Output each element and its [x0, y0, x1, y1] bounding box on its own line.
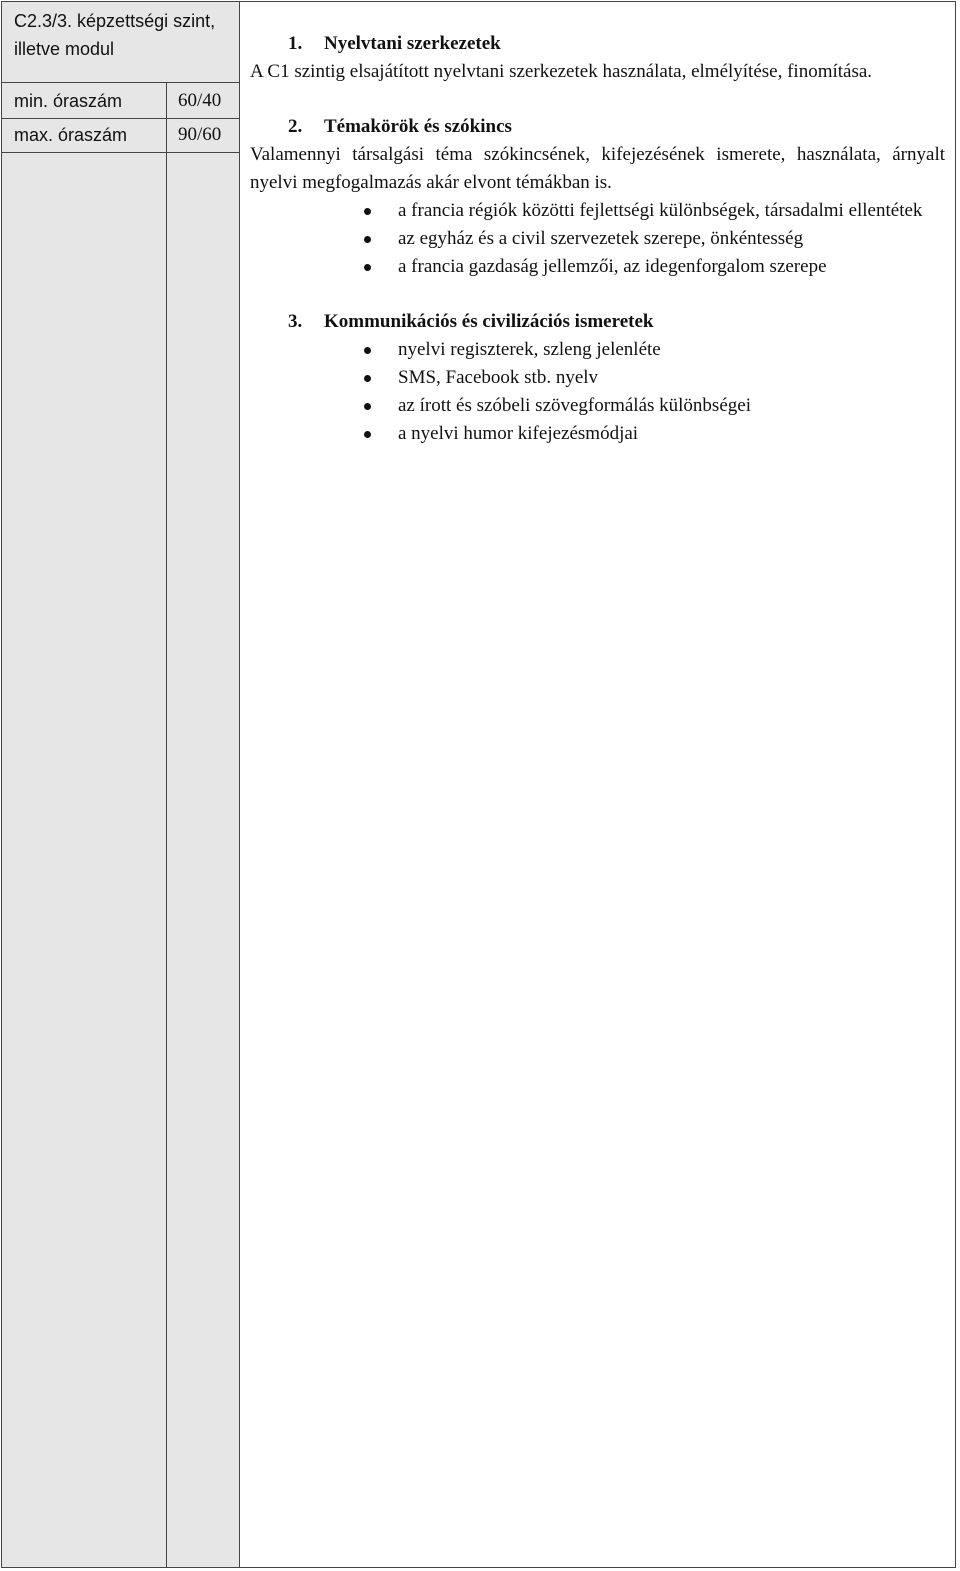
section-2-title: Témakörök és szókincs [324, 116, 512, 137]
list-item-text: nyelvi regiszterek, szleng jelenléte [398, 339, 661, 360]
table-border-bottom [1, 1567, 956, 1568]
inner-column-divider [166, 82, 167, 1568]
row-divider-3 [1, 152, 239, 153]
table-border-left [1, 1, 2, 1568]
section-2-text: Valamennyi társalgási téma szókincsének, kifejezésének ismerete, használata, árnyalt nyelvi megfogalmazás akár elvont témákban is. [250, 144, 945, 193]
level-label-line2: illetve modul [14, 39, 115, 59]
left-info-column [2, 2, 239, 1568]
min-hours-label: min. óraszám [14, 91, 123, 111]
list-item-text: a francia gazdaság jellemzői, az idegenforgalom szerepe [398, 256, 827, 277]
list-item-text: a francia régiók közötti fejlettségi különbségek, társadalmi ellentétek [398, 200, 923, 221]
bullet-icon [364, 403, 371, 410]
bullet-icon [364, 208, 371, 215]
list-item [250, 364, 945, 392]
section-2-number: 2. [288, 116, 303, 137]
bullet-icon [364, 264, 371, 271]
bullet-icon [364, 431, 371, 438]
section-1-number: 1. [288, 33, 303, 54]
column-divider [239, 1, 240, 1568]
list-item [250, 197, 945, 225]
list-item [250, 392, 945, 420]
bullet-icon [364, 347, 371, 354]
section-2-heading [250, 113, 945, 141]
table-border-right [955, 1, 956, 1568]
bullet-icon [364, 375, 371, 382]
section-2-list [250, 197, 945, 281]
bullet-icon [364, 236, 371, 243]
section-3-list [250, 336, 945, 448]
section-1-heading [250, 30, 945, 58]
list-item [250, 336, 945, 364]
table-border-top [1, 1, 956, 2]
level-label-line1: C2.3/3. képzettségi szint, [14, 11, 216, 31]
list-item-text: a nyelvi humor kifejezésmódjai [398, 423, 639, 444]
section-1-title: Nyelvtani szerkezetek [324, 33, 501, 54]
list-item [250, 253, 945, 281]
min-hours-value: 60/40 [178, 90, 222, 111]
list-item-text: SMS, Facebook stb. nyelv [398, 367, 599, 388]
list-item-text: az egyház és a civil szervezetek szerepe, önkéntesség [398, 228, 804, 249]
list-item [250, 225, 945, 253]
section-1-text: A C1 szintig elsajátított nyelvtani szerkezetek használata, elmélyítése, finomítása. [250, 61, 873, 82]
row-divider-1 [1, 82, 239, 83]
row-divider-2 [1, 118, 239, 119]
max-hours-label: max. óraszám [14, 125, 128, 145]
list-item-text: az írott és szóbeli szövegformálás különbségei [398, 395, 751, 416]
section-3-number: 3. [288, 311, 303, 332]
section-3-heading [250, 308, 945, 336]
section-3-title: Kommunikációs és civilizációs ismeretek [324, 311, 654, 332]
max-hours-value: 90/60 [178, 124, 222, 145]
list-item [250, 420, 945, 448]
main-content [250, 30, 945, 448]
